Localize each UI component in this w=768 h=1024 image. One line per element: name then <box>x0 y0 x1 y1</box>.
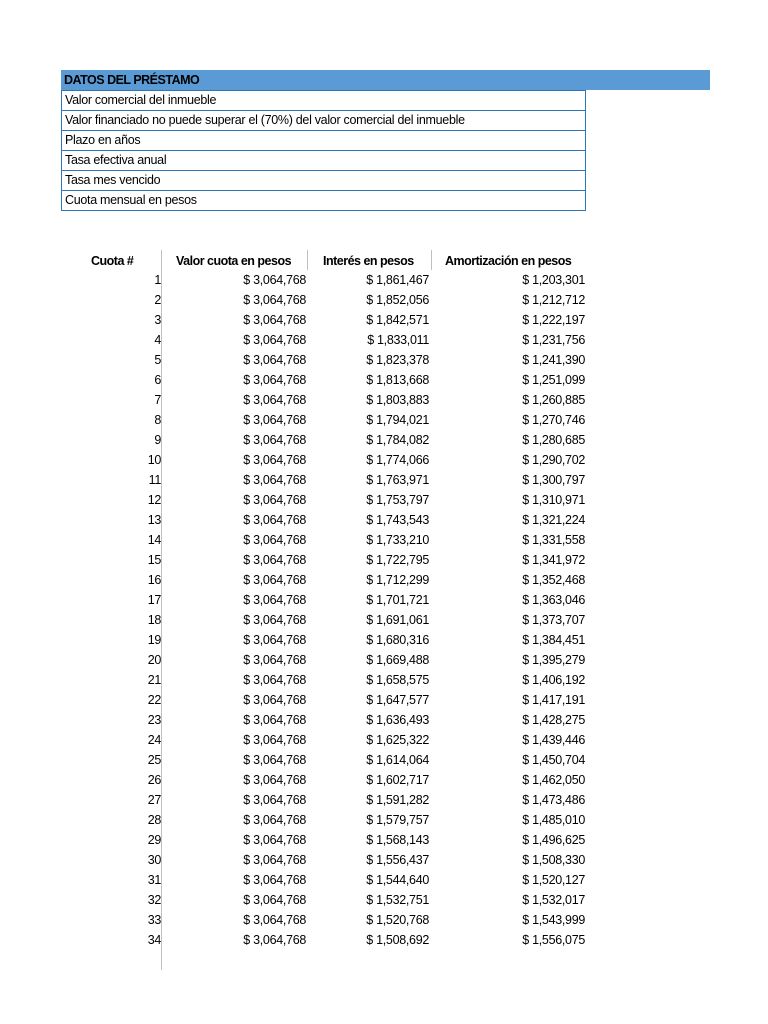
cell-cuota-num: 33 <box>147 913 161 927</box>
cell-valor-cuota: $ 3,064,768 <box>243 853 306 867</box>
table-row <box>61 790 591 810</box>
cell-amortizacion: $ 1,417,191 <box>522 693 585 707</box>
loan-data-section <box>61 70 710 211</box>
cell-interes: $ 1,753,797 <box>366 493 429 507</box>
cell-amortizacion: $ 1,321,224 <box>522 513 585 527</box>
cell-cuota-num: 1 <box>154 273 161 287</box>
cell-valor-cuota: $ 3,064,768 <box>243 413 306 427</box>
cell-amortizacion: $ 1,212,712 <box>522 293 585 307</box>
header-cuota-num: Cuota # <box>91 254 134 268</box>
cell-cuota-num: 19 <box>147 633 161 647</box>
cell-cuota-num: 20 <box>147 653 161 667</box>
cell-valor-cuota: $ 3,064,768 <box>243 473 306 487</box>
cell-interes: $ 1,680,316 <box>366 633 429 647</box>
cell-amortizacion: $ 1,450,704 <box>522 753 585 767</box>
cell-cuota-num: 23 <box>147 713 161 727</box>
cell-cuota-num: 14 <box>147 533 161 547</box>
table-row <box>61 490 591 510</box>
loan-row-valor-financiado: Valor financiado no puede superar el (70%) del valor comercial del inmueble <box>62 110 585 130</box>
cell-valor-cuota: $ 3,064,768 <box>243 453 306 467</box>
cell-amortizacion: $ 1,341,972 <box>522 553 585 567</box>
table-row <box>61 470 591 490</box>
cell-cuota-num: 9 <box>154 433 161 447</box>
table-row <box>61 650 591 670</box>
cell-interes: $ 1,784,082 <box>366 433 429 447</box>
cell-amortizacion: $ 1,384,451 <box>522 633 585 647</box>
cell-cuota-num: 32 <box>147 893 161 907</box>
cell-interes: $ 1,602,717 <box>366 773 429 787</box>
table-row <box>61 670 591 690</box>
loan-row-tasa-efectiva: Tasa efectiva anual <box>62 150 585 170</box>
cell-valor-cuota: $ 3,064,768 <box>243 513 306 527</box>
cell-interes: $ 1,803,883 <box>366 393 429 407</box>
cell-cuota-num: 30 <box>147 853 161 867</box>
cell-amortizacion: $ 1,203,301 <box>522 273 585 287</box>
cell-valor-cuota: $ 3,064,768 <box>243 593 306 607</box>
cell-amortizacion: $ 1,251,099 <box>522 373 585 387</box>
cell-cuota-num: 17 <box>147 593 161 607</box>
cell-valor-cuota: $ 3,064,768 <box>243 273 306 287</box>
cell-amortizacion: $ 1,485,010 <box>522 813 585 827</box>
cell-valor-cuota: $ 3,064,768 <box>243 713 306 727</box>
cell-cuota-num: 34 <box>147 933 161 947</box>
cell-cuota-num: 5 <box>154 353 161 367</box>
cell-interes: $ 1,658,575 <box>366 673 429 687</box>
table-row <box>61 530 591 550</box>
cell-interes: $ 1,813,668 <box>366 373 429 387</box>
cell-valor-cuota: $ 3,064,768 <box>243 373 306 387</box>
table-row <box>61 850 591 870</box>
loan-data-rows <box>61 90 586 211</box>
cell-interes: $ 1,614,064 <box>366 753 429 767</box>
table-row <box>61 610 591 630</box>
table-row <box>61 430 591 450</box>
cell-cuota-num: 29 <box>147 833 161 847</box>
table-row <box>61 350 591 370</box>
cell-amortizacion: $ 1,290,702 <box>522 453 585 467</box>
cell-amortizacion: $ 1,241,390 <box>522 353 585 367</box>
table-header-row <box>61 250 591 270</box>
header-interes: Interés en pesos <box>323 254 414 268</box>
cell-amortizacion: $ 1,395,279 <box>522 653 585 667</box>
cell-valor-cuota: $ 3,064,768 <box>243 353 306 367</box>
loan-row-tasa-mes: Tasa mes vencido <box>62 170 585 190</box>
cell-amortizacion: $ 1,280,685 <box>522 433 585 447</box>
table-row <box>61 450 591 470</box>
table-row <box>61 410 591 430</box>
cell-valor-cuota: $ 3,064,768 <box>243 313 306 327</box>
cell-interes: $ 1,794,021 <box>366 413 429 427</box>
table-row <box>61 890 591 910</box>
cell-amortizacion: $ 1,270,746 <box>522 413 585 427</box>
cell-amortizacion: $ 1,260,885 <box>522 393 585 407</box>
cell-cuota-num: 26 <box>147 773 161 787</box>
loan-data-header: DATOS DEL PRÉSTAMO <box>61 70 710 90</box>
cell-valor-cuota: $ 3,064,768 <box>243 533 306 547</box>
cell-cuota-num: 31 <box>147 873 161 887</box>
cell-interes: $ 1,647,577 <box>366 693 429 707</box>
table-row <box>61 370 591 390</box>
table-row <box>61 290 591 310</box>
cell-valor-cuota: $ 3,064,768 <box>243 813 306 827</box>
cell-cuota-num: 6 <box>154 373 161 387</box>
cell-cuota-num: 2 <box>154 293 161 307</box>
cell-amortizacion: $ 1,331,558 <box>522 533 585 547</box>
cell-valor-cuota: $ 3,064,768 <box>243 653 306 667</box>
table-row <box>61 770 591 790</box>
table-row <box>61 750 591 770</box>
cell-valor-cuota: $ 3,064,768 <box>243 393 306 407</box>
table-row <box>61 270 591 290</box>
table-row <box>61 390 591 410</box>
cell-valor-cuota: $ 3,064,768 <box>243 673 306 687</box>
cell-amortizacion: $ 1,556,075 <box>522 933 585 947</box>
loan-row-valor-comercial: Valor comercial del inmueble <box>62 90 585 110</box>
table-row <box>61 510 591 530</box>
cell-valor-cuota: $ 3,064,768 <box>243 493 306 507</box>
cell-cuota-num: 11 <box>148 473 161 487</box>
cell-amortizacion: $ 1,373,707 <box>522 613 585 627</box>
cell-interes: $ 1,842,571 <box>366 313 429 327</box>
cell-interes: $ 1,508,692 <box>366 933 429 947</box>
cell-interes: $ 1,833,011 <box>367 333 429 347</box>
table-row <box>61 310 591 330</box>
cell-valor-cuota: $ 3,064,768 <box>243 613 306 627</box>
cell-amortizacion: $ 1,496,625 <box>522 833 585 847</box>
cell-cuota-num: 16 <box>147 573 161 587</box>
cell-interes: $ 1,861,467 <box>366 273 429 287</box>
cell-amortizacion: $ 1,222,197 <box>522 313 585 327</box>
cell-interes: $ 1,532,751 <box>366 893 429 907</box>
cell-cuota-num: 8 <box>154 413 161 427</box>
table-row <box>61 330 591 350</box>
table-row <box>61 630 591 650</box>
cell-amortizacion: $ 1,231,756 <box>522 333 585 347</box>
table-body <box>61 270 591 950</box>
cell-amortizacion: $ 1,310,971 <box>522 493 585 507</box>
cell-interes: $ 1,701,721 <box>366 593 429 607</box>
cell-valor-cuota: $ 3,064,768 <box>243 933 306 947</box>
cell-amortizacion: $ 1,520,127 <box>522 873 585 887</box>
cell-interes: $ 1,669,488 <box>366 653 429 667</box>
cell-interes: $ 1,520,768 <box>366 913 429 927</box>
cell-interes: $ 1,544,640 <box>366 873 429 887</box>
header-valor-cuota: Valor cuota en pesos <box>176 254 292 268</box>
table-row <box>61 690 591 710</box>
cell-amortizacion: $ 1,462,050 <box>522 773 585 787</box>
cell-cuota-num: 10 <box>147 453 161 467</box>
cell-cuota-num: 28 <box>147 813 161 827</box>
table-row <box>61 730 591 750</box>
cell-valor-cuota: $ 3,064,768 <box>243 893 306 907</box>
cell-cuota-num: 25 <box>147 753 161 767</box>
cell-valor-cuota: $ 3,064,768 <box>243 753 306 767</box>
cell-cuota-num: 18 <box>147 613 161 627</box>
cell-interes: $ 1,591,282 <box>366 793 429 807</box>
cell-cuota-num: 21 <box>147 673 161 687</box>
table-row <box>61 570 591 590</box>
cell-interes: $ 1,556,437 <box>366 853 429 867</box>
header-amortizacion: Amortización en pesos <box>445 254 572 268</box>
cell-interes: $ 1,691,061 <box>366 613 429 627</box>
cell-cuota-num: 22 <box>147 693 161 707</box>
table-row <box>61 810 591 830</box>
cell-valor-cuota: $ 3,064,768 <box>243 333 306 347</box>
cell-interes: $ 1,568,143 <box>366 833 429 847</box>
cell-interes: $ 1,579,757 <box>366 813 429 827</box>
table-row <box>61 710 591 730</box>
cell-amortizacion: $ 1,363,046 <box>522 593 585 607</box>
cell-amortizacion: $ 1,352,468 <box>522 573 585 587</box>
cell-valor-cuota: $ 3,064,768 <box>243 693 306 707</box>
header-separator <box>307 250 308 270</box>
cell-interes: $ 1,763,971 <box>366 473 429 487</box>
loan-row-cuota-mensual: Cuota mensual en pesos <box>62 190 585 210</box>
cell-interes: $ 1,636,493 <box>366 713 429 727</box>
cell-amortizacion: $ 1,406,192 <box>522 673 585 687</box>
cell-valor-cuota: $ 3,064,768 <box>243 633 306 647</box>
cell-amortizacion: $ 1,439,446 <box>522 733 585 747</box>
cell-amortizacion: $ 1,428,275 <box>522 713 585 727</box>
cell-interes: $ 1,625,322 <box>366 733 429 747</box>
table-row <box>61 930 591 950</box>
cell-valor-cuota: $ 3,064,768 <box>243 433 306 447</box>
cell-interes: $ 1,823,378 <box>366 353 429 367</box>
cell-cuota-num: 7 <box>154 393 161 407</box>
cell-valor-cuota: $ 3,064,768 <box>243 733 306 747</box>
cell-valor-cuota: $ 3,064,768 <box>243 553 306 567</box>
cell-cuota-num: 15 <box>147 553 161 567</box>
cell-cuota-num: 13 <box>147 513 161 527</box>
cell-valor-cuota: $ 3,064,768 <box>243 833 306 847</box>
cell-amortizacion: $ 1,532,017 <box>522 893 585 907</box>
header-separator <box>431 250 432 270</box>
cell-valor-cuota: $ 3,064,768 <box>243 913 306 927</box>
amortization-table <box>61 250 591 950</box>
cell-cuota-num: 4 <box>154 333 161 347</box>
cell-valor-cuota: $ 3,064,768 <box>243 793 306 807</box>
loan-row-plazo: Plazo en años <box>62 130 585 150</box>
cell-cuota-num: 27 <box>147 793 161 807</box>
cell-amortizacion: $ 1,543,999 <box>522 913 585 927</box>
table-row <box>61 590 591 610</box>
table-row <box>61 830 591 850</box>
cell-amortizacion: $ 1,300,797 <box>522 473 585 487</box>
cell-interes: $ 1,852,056 <box>366 293 429 307</box>
table-row <box>61 550 591 570</box>
cell-interes: $ 1,774,066 <box>366 453 429 467</box>
cell-interes: $ 1,712,299 <box>366 573 429 587</box>
cell-valor-cuota: $ 3,064,768 <box>243 873 306 887</box>
cell-interes: $ 1,743,543 <box>366 513 429 527</box>
cell-amortizacion: $ 1,508,330 <box>522 853 585 867</box>
cell-valor-cuota: $ 3,064,768 <box>243 573 306 587</box>
cell-interes: $ 1,733,210 <box>366 533 429 547</box>
cell-cuota-num: 12 <box>147 493 161 507</box>
cell-cuota-num: 3 <box>154 313 161 327</box>
table-row <box>61 910 591 930</box>
table-row <box>61 870 591 890</box>
cell-amortizacion: $ 1,473,486 <box>522 793 585 807</box>
cell-valor-cuota: $ 3,064,768 <box>243 773 306 787</box>
cell-valor-cuota: $ 3,064,768 <box>243 293 306 307</box>
cell-cuota-num: 24 <box>147 733 161 747</box>
cell-interes: $ 1,722,795 <box>366 553 429 567</box>
header-separator <box>161 250 162 270</box>
